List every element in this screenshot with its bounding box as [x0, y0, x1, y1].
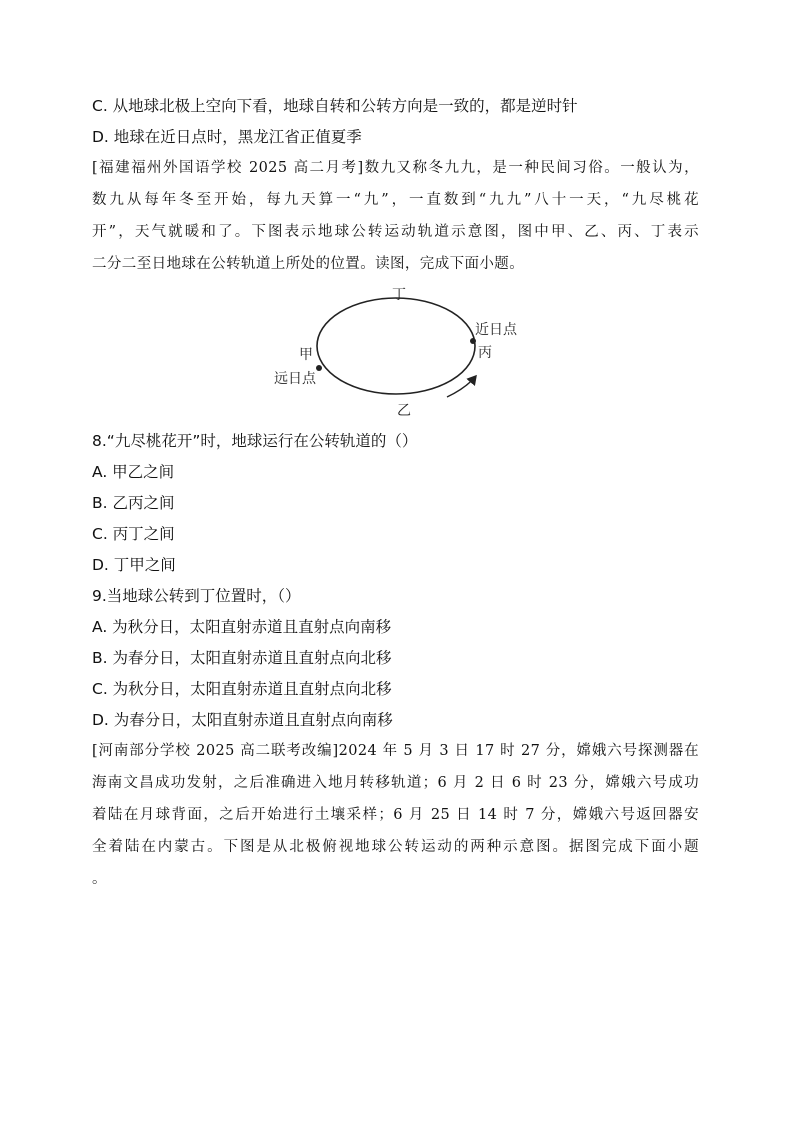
- passage-line: 开”，天气就暖和了。下图表示地球公转运动轨道示意图，图中甲、乙、丙、丁表示: [92, 224, 699, 240]
- label-yi: 乙: [397, 403, 411, 419]
- option-c: C. 为秋分日，太阳直射赤道且直射点向北移: [92, 680, 392, 698]
- orbit-diagram: [260, 282, 540, 422]
- option-b: B. 乙丙之间: [92, 494, 175, 512]
- label-perihelion: 近日点: [475, 322, 517, 338]
- passage-line: [河南部分学校 2025 高二联考改编]2024 年 5 月 3 日 17 时 27 分，嫦娥六号探测器在: [92, 743, 699, 759]
- option-d: D. 地球在近日点时，黑龙江省正值夏季: [92, 128, 362, 146]
- option-a: A. 为秋分日，太阳直射赤道且直射点向南移: [92, 618, 392, 636]
- passage-line: 数九从每年冬至开始，每九天算一“九”，一直数到“九九”八十一天，“九尽桃花: [92, 192, 699, 208]
- passage-line: 海南文昌成功发射，之后准确进入地月转移轨道；6 月 2 日 6 时 23 分，嫦娥六号成功: [92, 775, 699, 791]
- curved-arrow-icon: [447, 376, 476, 397]
- question-stem: 8.“九尽桃花开”时，地球运行在公转轨道的（）: [92, 432, 418, 450]
- option-d: D. 丁甲之间: [92, 556, 176, 574]
- label-ding: 丁: [392, 287, 406, 303]
- option-a: A. 甲乙之间: [92, 463, 175, 481]
- orbit-ellipse: [317, 298, 475, 394]
- label-aphelion: 远日点: [274, 371, 316, 387]
- passage-line: 着陆在月球背面，之后开始进行土壤采样；6 月 25 日 14 时 7 分，嫦娥六号返回器安: [92, 807, 699, 823]
- passage-line: [福建福州外国语学校 2025 高二月考]数九又称冬九九，是一种民间习俗。一般认为，: [92, 160, 699, 176]
- label-jia: 甲: [299, 347, 313, 363]
- aphelion-dot: [316, 365, 322, 371]
- passage-line: 二分二至日地球在公转轨道上所处的位置。读图，完成下面小题。: [92, 256, 525, 272]
- option-c: C. 从地球北极上空向下看，地球自转和公转方向是一致的，都是逆时针: [92, 97, 578, 115]
- label-bing: 丙: [478, 345, 492, 361]
- option-b: B. 为春分日，太阳直射赤道且直射点向北移: [92, 649, 392, 667]
- passage-line: 。: [92, 871, 107, 887]
- option-c: C. 丙丁之间: [92, 525, 175, 543]
- option-d: D. 为春分日，太阳直射赤道且直射点向南移: [92, 711, 393, 729]
- passage-line: 全着陆在内蒙古。下图是从北极俯视地球公转运动的两种示意图。据图完成下面小题: [92, 839, 699, 855]
- perihelion-dot: [470, 338, 476, 344]
- question-stem: 9.当地球公转到丁位置时，（）: [92, 587, 301, 605]
